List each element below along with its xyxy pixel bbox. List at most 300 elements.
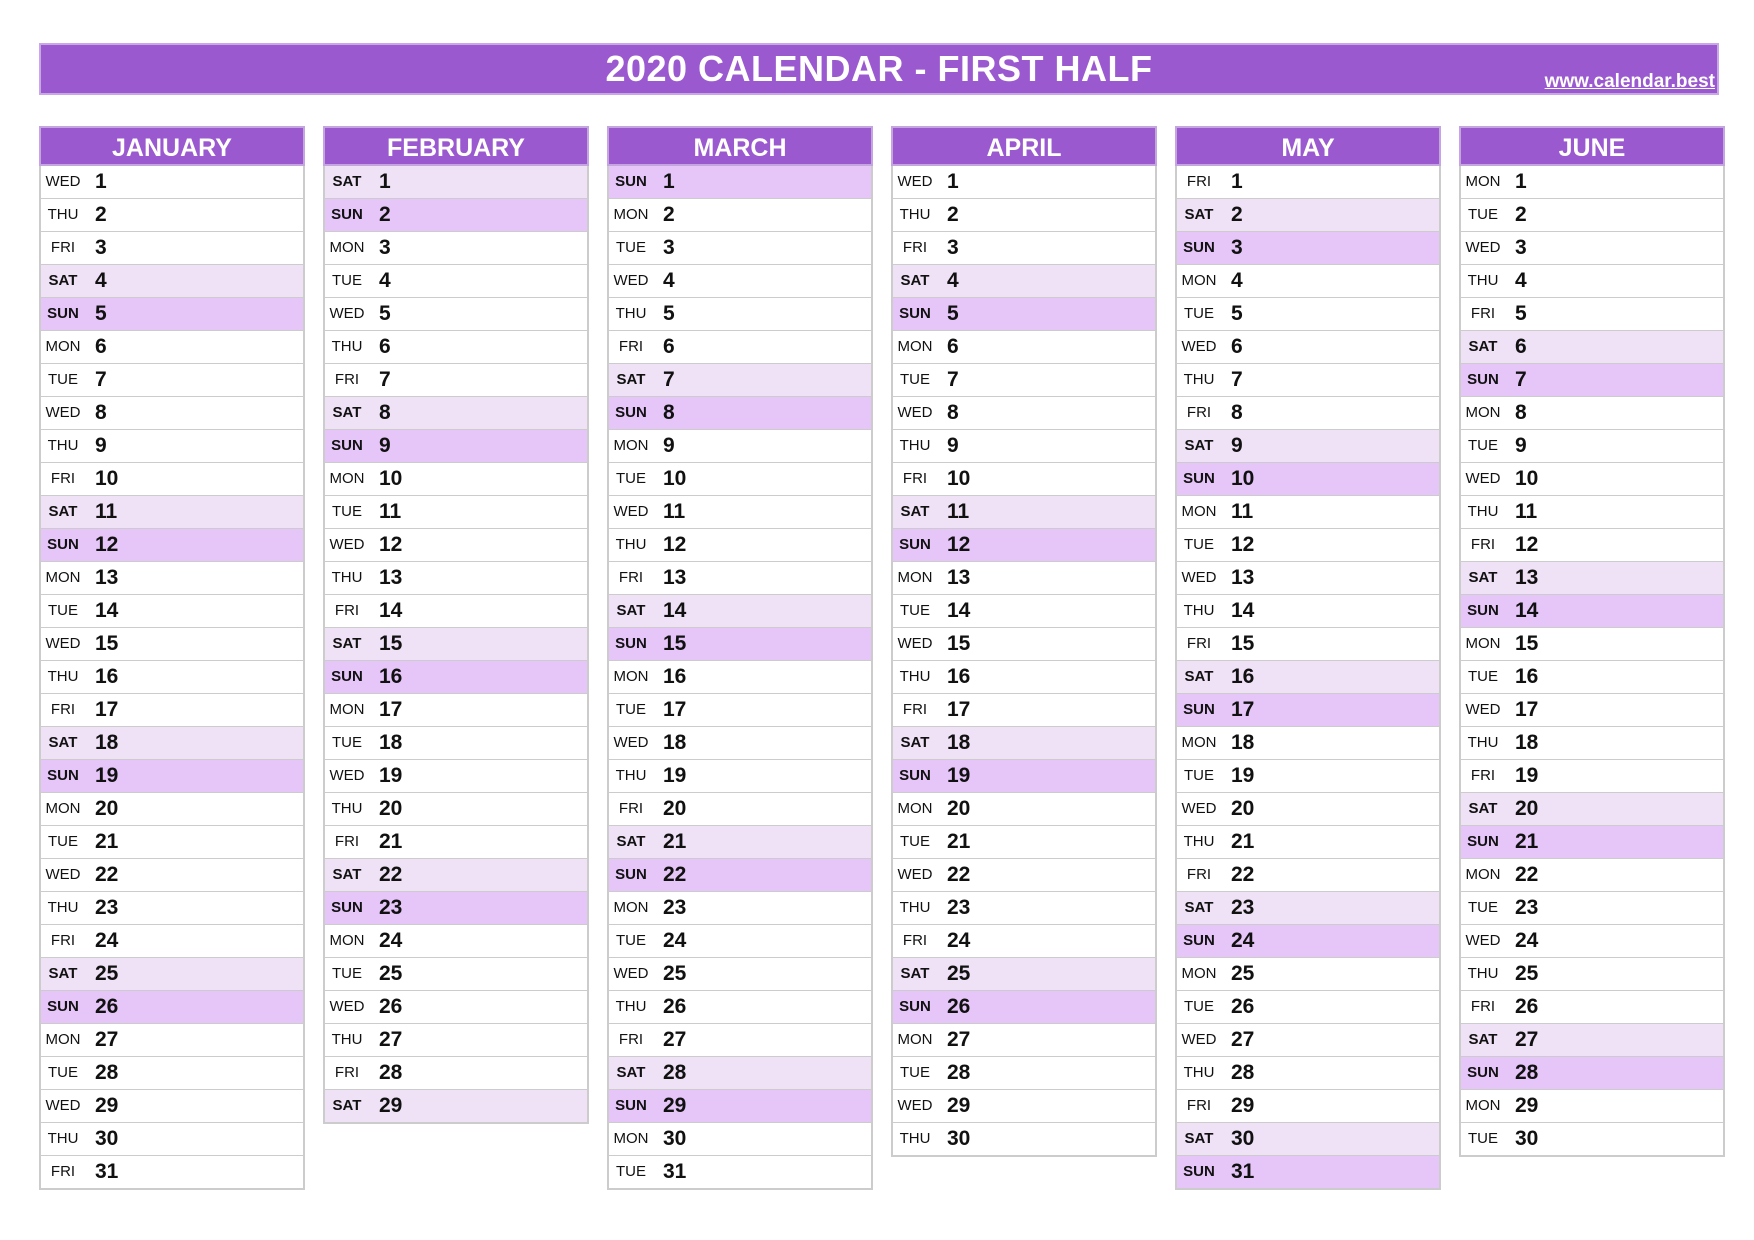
day-row [1177, 693, 1439, 726]
day-of-week: MON [1465, 635, 1501, 652]
day-row [1461, 594, 1723, 627]
day-row [325, 660, 587, 693]
day-row [325, 594, 587, 627]
day-of-week: SUN [899, 536, 931, 553]
day-of-week: FRI [1186, 404, 1212, 421]
day-of-week: FRI [1470, 998, 1496, 1015]
day-number: 21 [1231, 830, 1255, 853]
day-number: 6 [1231, 335, 1243, 358]
day-number: 6 [947, 335, 959, 358]
day-row [893, 528, 1155, 561]
day-number: 12 [663, 533, 687, 556]
day-of-week: SAT [900, 734, 930, 751]
day-row [1461, 396, 1723, 429]
day-of-week: TUE [1468, 1130, 1498, 1147]
day-of-week: WED [1181, 1031, 1217, 1048]
day-of-week: THU [47, 668, 79, 685]
day-row [325, 858, 587, 891]
day-of-week: TUE [1468, 899, 1498, 916]
day-number: 5 [379, 302, 391, 325]
day-of-week: SAT [900, 272, 930, 289]
day-row [1461, 166, 1723, 198]
day-number: 20 [1231, 797, 1255, 820]
day-of-week: FRI [618, 338, 644, 355]
day-row [1461, 1122, 1723, 1155]
day-row [1461, 198, 1723, 231]
day-number: 9 [1231, 434, 1243, 457]
day-number: 11 [95, 500, 118, 523]
day-row [609, 264, 871, 297]
day-of-week: WED [329, 536, 365, 553]
month-column [39, 126, 305, 1190]
day-of-week: FRI [902, 239, 928, 256]
day-number: 23 [95, 896, 119, 919]
day-of-week: MON [45, 338, 81, 355]
day-of-week: THU [1183, 371, 1215, 388]
day-number: 13 [663, 566, 687, 589]
day-of-week: THU [331, 338, 363, 355]
day-row [325, 891, 587, 924]
day-number: 25 [947, 962, 971, 985]
day-number: 6 [95, 335, 107, 358]
day-row [325, 561, 587, 594]
day-of-week: FRI [50, 470, 76, 487]
day-of-week: SUN [899, 305, 931, 322]
day-row [893, 396, 1155, 429]
day-row [1461, 363, 1723, 396]
day-of-week: THU [899, 899, 931, 916]
day-of-week: FRI [1186, 866, 1212, 883]
day-of-week: SUN [1183, 701, 1215, 718]
day-row [1461, 693, 1723, 726]
day-row [41, 825, 303, 858]
day-row [325, 330, 587, 363]
day-of-week: WED [613, 965, 649, 982]
day-of-week: TUE [616, 932, 646, 949]
day-number: 7 [379, 368, 391, 391]
day-number: 6 [379, 335, 391, 358]
day-number: 3 [947, 236, 959, 259]
day-of-week: TUE [1184, 305, 1214, 322]
day-number: 19 [1515, 764, 1539, 787]
day-number: 2 [663, 203, 675, 226]
day-number: 13 [1231, 566, 1255, 589]
day-of-week: FRI [1186, 635, 1212, 652]
day-of-week: SAT [900, 965, 930, 982]
day-number: 10 [95, 467, 119, 490]
day-of-week: FRI [902, 470, 928, 487]
month-column [607, 126, 873, 1190]
day-of-week: THU [1467, 503, 1499, 520]
day-number: 31 [663, 1160, 687, 1183]
day-of-week: SAT [1468, 800, 1498, 817]
day-of-week: THU [899, 437, 931, 454]
day-row [609, 1023, 871, 1056]
day-of-week: WED [897, 404, 933, 421]
day-row [325, 231, 587, 264]
day-number: 9 [947, 434, 959, 457]
day-of-week: SAT [332, 404, 362, 421]
day-row [41, 297, 303, 330]
day-row [609, 1122, 871, 1155]
day-of-week: THU [47, 1130, 79, 1147]
day-row [609, 231, 871, 264]
day-of-week: SAT [616, 602, 646, 619]
day-number: 4 [1231, 269, 1243, 292]
day-number: 10 [663, 467, 687, 490]
day-row [1177, 528, 1439, 561]
day-number: 16 [95, 665, 119, 688]
day-number: 18 [379, 731, 403, 754]
day-of-week: SUN [1467, 833, 1499, 850]
day-of-week: WED [1181, 569, 1217, 586]
day-of-week: FRI [50, 239, 76, 256]
day-of-week: TUE [48, 833, 78, 850]
day-of-week: TUE [616, 701, 646, 718]
day-number: 12 [1515, 533, 1539, 556]
day-row [1461, 825, 1723, 858]
day-list [1459, 166, 1725, 1157]
day-number: 1 [1231, 170, 1243, 193]
day-row [893, 166, 1155, 198]
day-of-week: TUE [1184, 536, 1214, 553]
day-number: 17 [95, 698, 119, 721]
day-of-week: WED [897, 866, 933, 883]
day-of-week: MON [329, 239, 365, 256]
day-row [325, 1023, 587, 1056]
day-row [1177, 627, 1439, 660]
day-number: 28 [379, 1061, 403, 1084]
day-number: 25 [663, 962, 687, 985]
day-row [1461, 660, 1723, 693]
day-row [1461, 990, 1723, 1023]
day-of-week: SUN [615, 866, 647, 883]
day-of-week: SAT [616, 371, 646, 388]
day-number: 12 [947, 533, 971, 556]
day-row [609, 1089, 871, 1122]
day-number: 28 [1231, 1061, 1255, 1084]
day-of-week: WED [1465, 470, 1501, 487]
day-of-week: THU [331, 800, 363, 817]
day-of-week: MON [1465, 866, 1501, 883]
day-number: 15 [663, 632, 687, 655]
day-number: 1 [95, 170, 107, 193]
day-of-week: FRI [334, 833, 360, 850]
day-row [1461, 924, 1723, 957]
day-of-week: FRI [334, 602, 360, 619]
day-number: 23 [1515, 896, 1539, 919]
day-row [609, 561, 871, 594]
day-of-week: WED [329, 305, 365, 322]
day-row [325, 528, 587, 561]
day-of-week: SAT [48, 503, 78, 520]
day-row [1177, 594, 1439, 627]
site-link[interactable]: www.calendar.best [1544, 71, 1715, 92]
day-number: 3 [95, 236, 107, 259]
day-number: 24 [1515, 929, 1539, 952]
day-row [325, 693, 587, 726]
day-of-week: SUN [615, 635, 647, 652]
day-row [893, 1056, 1155, 1089]
day-row [609, 495, 871, 528]
day-number: 7 [95, 368, 107, 391]
day-number: 23 [1231, 896, 1255, 919]
day-row [325, 462, 587, 495]
day-row [893, 1023, 1155, 1056]
day-of-week: THU [615, 998, 647, 1015]
day-row [325, 924, 587, 957]
day-row [41, 1089, 303, 1122]
day-of-week: MON [1465, 1097, 1501, 1114]
day-of-week: MON [897, 569, 933, 586]
day-of-week: SAT [332, 173, 362, 190]
day-number: 5 [1515, 302, 1527, 325]
day-number: 14 [379, 599, 403, 622]
day-number: 12 [95, 533, 119, 556]
day-of-week: MON [45, 1031, 81, 1048]
day-row [893, 825, 1155, 858]
day-of-week: WED [613, 503, 649, 520]
day-of-week: FRI [618, 800, 644, 817]
day-of-week: SUN [1183, 1163, 1215, 1180]
day-row [1177, 166, 1439, 198]
day-number: 25 [379, 962, 403, 985]
day-number: 1 [1515, 170, 1527, 193]
day-of-week: SUN [1183, 932, 1215, 949]
day-of-week: MON [45, 800, 81, 817]
day-number: 12 [379, 533, 403, 556]
day-row [41, 198, 303, 231]
day-number: 20 [379, 797, 403, 820]
day-number: 11 [1231, 500, 1254, 523]
day-row [1177, 429, 1439, 462]
day-row [325, 825, 587, 858]
day-of-week: SUN [899, 767, 931, 784]
day-row [325, 627, 587, 660]
day-of-week: SAT [332, 1097, 362, 1114]
day-number: 9 [663, 434, 675, 457]
day-of-week: MON [329, 470, 365, 487]
day-of-week: WED [1465, 701, 1501, 718]
day-number: 17 [947, 698, 971, 721]
day-of-week: WED [1181, 800, 1217, 817]
day-of-week: TUE [1184, 767, 1214, 784]
day-row [609, 528, 871, 561]
day-row [609, 825, 871, 858]
day-of-week: SAT [616, 833, 646, 850]
day-number: 16 [1515, 665, 1539, 688]
day-number: 11 [947, 500, 970, 523]
day-row [41, 528, 303, 561]
day-row [1461, 264, 1723, 297]
day-of-week: MON [897, 1031, 933, 1048]
day-number: 21 [663, 830, 687, 853]
day-number: 15 [379, 632, 403, 655]
day-number: 24 [1231, 929, 1255, 952]
day-of-week: SUN [331, 899, 363, 916]
day-of-week: MON [897, 800, 933, 817]
day-row [1461, 495, 1723, 528]
day-number: 7 [1515, 368, 1527, 391]
day-number: 9 [379, 434, 391, 457]
day-row [609, 429, 871, 462]
day-of-week: SUN [47, 536, 79, 553]
day-number: 6 [663, 335, 675, 358]
day-of-week: THU [899, 668, 931, 685]
day-number: 13 [947, 566, 971, 589]
day-row [893, 1122, 1155, 1155]
day-row [893, 297, 1155, 330]
day-of-week: SAT [616, 1064, 646, 1081]
day-of-week: FRI [50, 932, 76, 949]
day-of-week: FRI [1470, 536, 1496, 553]
day-number: 24 [379, 929, 403, 952]
day-number: 24 [663, 929, 687, 952]
day-row [41, 990, 303, 1023]
day-row [1177, 495, 1439, 528]
day-of-week: TUE [900, 371, 930, 388]
page-title: 2020 CALENDAR - FIRST HALF [605, 48, 1153, 89]
day-row [609, 891, 871, 924]
day-of-week: WED [897, 173, 933, 190]
day-row [1177, 990, 1439, 1023]
day-of-week: SAT [1184, 668, 1214, 685]
day-of-week: TUE [1184, 998, 1214, 1015]
day-number: 12 [1231, 533, 1255, 556]
day-number: 30 [1231, 1127, 1255, 1150]
day-row [325, 363, 587, 396]
day-of-week: THU [331, 569, 363, 586]
day-number: 24 [95, 929, 119, 952]
day-number: 30 [95, 1127, 119, 1150]
day-number: 4 [1515, 269, 1527, 292]
day-number: 20 [947, 797, 971, 820]
day-row [41, 627, 303, 660]
day-number: 16 [1231, 665, 1255, 688]
day-number: 28 [947, 1061, 971, 1084]
day-row [41, 396, 303, 429]
day-of-week: TUE [48, 1064, 78, 1081]
day-row [893, 627, 1155, 660]
day-row [1461, 957, 1723, 990]
day-row [1461, 330, 1723, 363]
day-row [325, 396, 587, 429]
day-number: 16 [663, 665, 687, 688]
day-row [893, 330, 1155, 363]
day-list [39, 166, 305, 1190]
day-number: 8 [1515, 401, 1527, 424]
day-number: 2 [947, 203, 959, 226]
month-header: FEBRUARY [323, 126, 589, 166]
day-row [325, 495, 587, 528]
day-row [41, 759, 303, 792]
day-number: 8 [947, 401, 959, 424]
day-row [1177, 1089, 1439, 1122]
day-row [1461, 231, 1723, 264]
day-row [325, 726, 587, 759]
day-row [609, 990, 871, 1023]
day-row [1177, 462, 1439, 495]
day-number: 4 [95, 269, 107, 292]
day-row [609, 660, 871, 693]
day-of-week: SUN [47, 305, 79, 322]
day-number: 23 [947, 896, 971, 919]
day-number: 15 [1231, 632, 1255, 655]
day-number: 26 [379, 995, 403, 1018]
day-of-week: SUN [1467, 1064, 1499, 1081]
day-number: 19 [95, 764, 119, 787]
day-number: 8 [663, 401, 675, 424]
day-number: 29 [1515, 1094, 1539, 1117]
day-row [609, 594, 871, 627]
day-number: 7 [947, 368, 959, 391]
day-row [1461, 1089, 1723, 1122]
day-of-week: TUE [332, 965, 362, 982]
day-row [325, 166, 587, 198]
day-number: 17 [1231, 698, 1255, 721]
day-list [323, 166, 589, 1124]
day-of-week: MON [1181, 734, 1217, 751]
day-of-week: THU [47, 437, 79, 454]
day-of-week: SUN [47, 998, 79, 1015]
day-number: 22 [663, 863, 687, 886]
day-of-week: TUE [332, 272, 362, 289]
day-of-week: MON [613, 668, 649, 685]
day-number: 2 [379, 203, 391, 226]
day-row [609, 627, 871, 660]
day-row [325, 264, 587, 297]
day-of-week: WED [897, 1097, 933, 1114]
day-of-week: TUE [616, 239, 646, 256]
day-number: 17 [379, 698, 403, 721]
day-number: 26 [947, 995, 971, 1018]
day-number: 14 [663, 599, 687, 622]
day-number: 25 [95, 962, 119, 985]
day-number: 27 [1515, 1028, 1539, 1051]
day-number: 14 [95, 599, 119, 622]
day-number: 25 [1231, 962, 1255, 985]
day-number: 15 [947, 632, 971, 655]
day-number: 21 [95, 830, 119, 853]
day-row [893, 429, 1155, 462]
day-row [1461, 1023, 1723, 1056]
day-number: 30 [663, 1127, 687, 1150]
day-number: 28 [1515, 1061, 1539, 1084]
day-number: 27 [947, 1028, 971, 1051]
day-of-week: TUE [900, 602, 930, 619]
day-row [1461, 726, 1723, 759]
day-row [41, 858, 303, 891]
day-row [893, 792, 1155, 825]
day-of-week: MON [329, 932, 365, 949]
month-column [323, 126, 589, 1124]
day-of-week: SUN [331, 206, 363, 223]
day-row [609, 198, 871, 231]
day-row [1177, 396, 1439, 429]
day-number: 4 [379, 269, 391, 292]
day-number: 18 [947, 731, 971, 754]
day-number: 10 [379, 467, 403, 490]
day-of-week: SAT [1468, 1031, 1498, 1048]
day-of-week: MON [329, 701, 365, 718]
day-row [893, 594, 1155, 627]
day-number: 26 [1231, 995, 1255, 1018]
day-of-week: MON [613, 1130, 649, 1147]
day-number: 3 [1231, 236, 1243, 259]
day-of-week: SAT [1468, 569, 1498, 586]
day-row [41, 1155, 303, 1188]
day-row [1177, 264, 1439, 297]
